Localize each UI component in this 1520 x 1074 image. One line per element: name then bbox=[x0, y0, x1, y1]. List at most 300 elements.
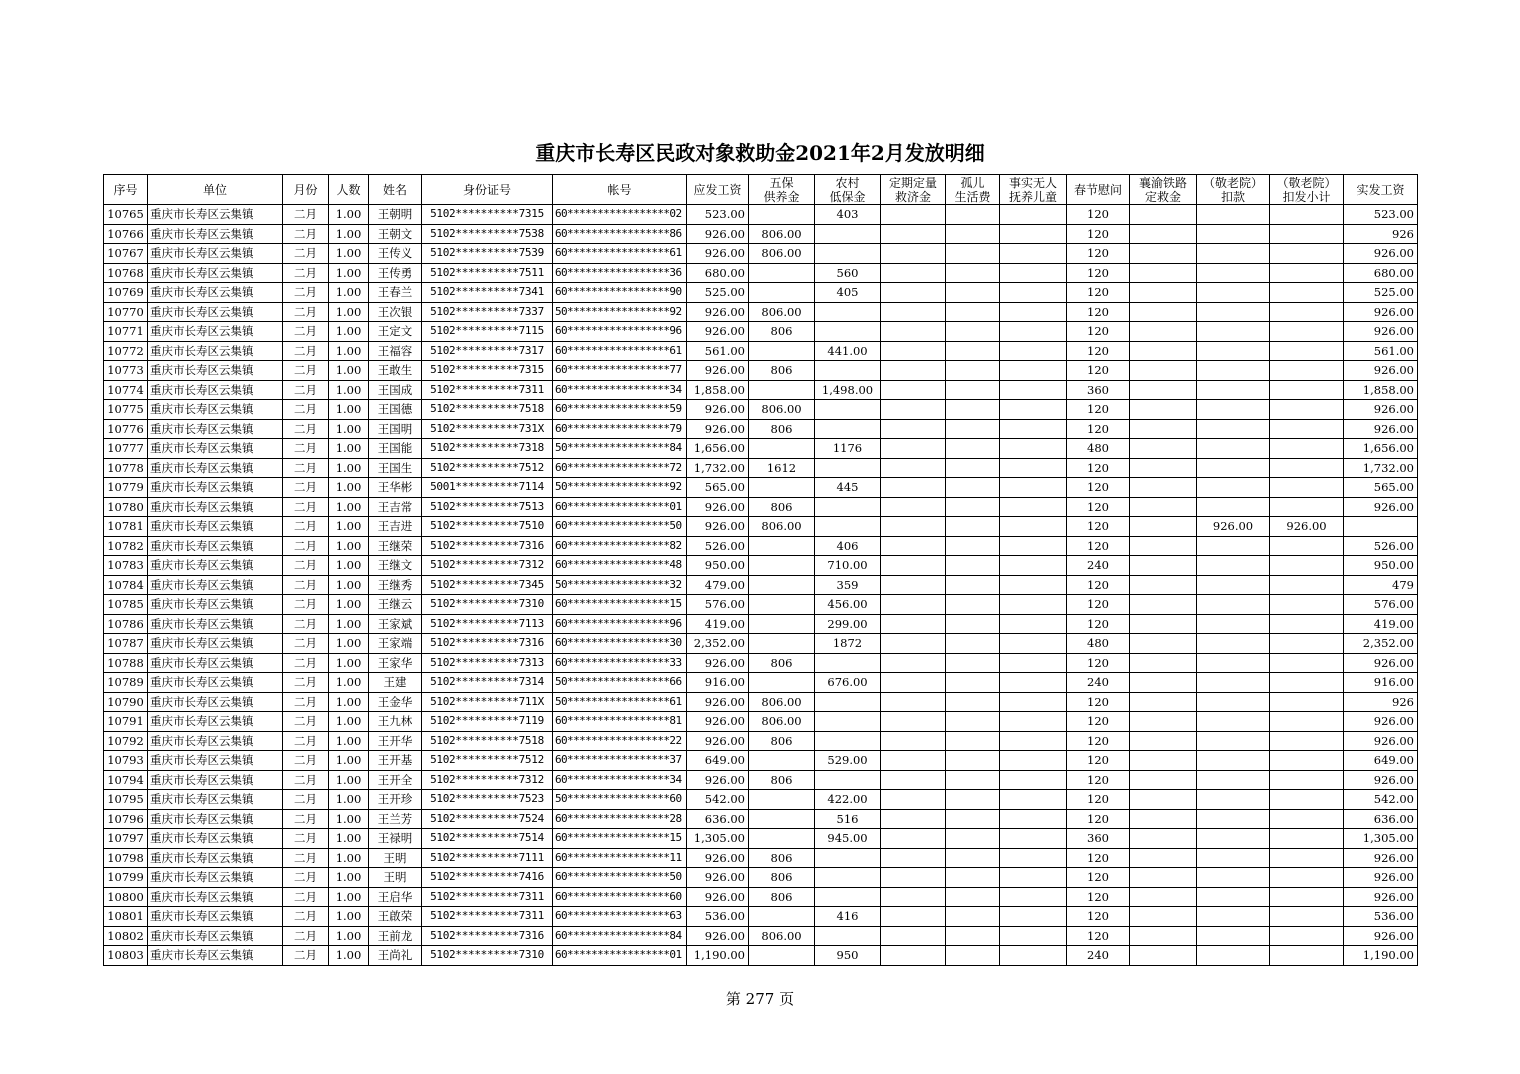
table-cell: 526.00 bbox=[687, 536, 749, 556]
table-cell: 5102**********7311 bbox=[422, 907, 553, 927]
table-row bbox=[104, 517, 1418, 537]
table-cell: 二月 bbox=[283, 809, 329, 829]
table-cell: 926.00 bbox=[1344, 731, 1418, 751]
table-cell bbox=[881, 536, 946, 556]
table-cell bbox=[1130, 283, 1197, 303]
table-row bbox=[104, 790, 1418, 810]
table-cell: 5102**********7318 bbox=[422, 439, 553, 459]
table-cell bbox=[946, 517, 1000, 537]
table-cell: 926.00 bbox=[1344, 302, 1418, 322]
table-cell: 5102**********7514 bbox=[422, 829, 553, 849]
table-row bbox=[104, 848, 1418, 868]
table-cell bbox=[1270, 263, 1344, 283]
table-cell: 926.00 bbox=[687, 926, 749, 946]
table-row bbox=[104, 868, 1418, 888]
table-cell: 重庆市长寿区云集镇 bbox=[148, 497, 283, 517]
table-cell: 240 bbox=[1067, 673, 1130, 693]
table-cell: 60*****************96 bbox=[553, 614, 687, 634]
table-cell: 120 bbox=[1067, 244, 1130, 264]
table-cell: 重庆市长寿区云集镇 bbox=[148, 907, 283, 927]
table-cell: 806.00 bbox=[749, 712, 815, 732]
table-cell bbox=[1000, 751, 1067, 771]
table-cell bbox=[1197, 439, 1270, 459]
table-cell bbox=[1270, 244, 1344, 264]
table-cell bbox=[1197, 868, 1270, 888]
table-cell: 542.00 bbox=[687, 790, 749, 810]
table-cell: 二月 bbox=[283, 380, 329, 400]
table-cell: 60*****************30 bbox=[553, 634, 687, 654]
table-cell: 529.00 bbox=[815, 751, 881, 771]
table-cell: 441.00 bbox=[815, 341, 881, 361]
table-cell bbox=[1197, 478, 1270, 498]
table-cell: 王家斌 bbox=[369, 614, 422, 634]
table-cell: 926.00 bbox=[687, 361, 749, 381]
table-cell bbox=[1270, 926, 1344, 946]
table-cell: 重庆市长寿区云集镇 bbox=[148, 400, 283, 420]
table-cell bbox=[881, 595, 946, 615]
table-cell: 王兰芳 bbox=[369, 809, 422, 829]
table-cell: 120 bbox=[1067, 224, 1130, 244]
table-cell: 5102**********7416 bbox=[422, 868, 553, 888]
table-cell: 806 bbox=[749, 497, 815, 517]
table-row bbox=[104, 400, 1418, 420]
table-cell bbox=[1130, 809, 1197, 829]
table-cell bbox=[1197, 380, 1270, 400]
table-cell: 561.00 bbox=[687, 341, 749, 361]
table-cell: 5102**********7341 bbox=[422, 283, 553, 303]
table-cell: 60*****************34 bbox=[553, 380, 687, 400]
table-cell bbox=[1270, 419, 1344, 439]
table-cell bbox=[881, 439, 946, 459]
table-cell bbox=[881, 283, 946, 303]
table-cell: 60*****************11 bbox=[553, 848, 687, 868]
table-cell: 王国德 bbox=[369, 400, 422, 420]
table-cell bbox=[1130, 400, 1197, 420]
table-row bbox=[104, 419, 1418, 439]
table-cell: 60*****************63 bbox=[553, 907, 687, 927]
table-cell bbox=[1000, 556, 1067, 576]
table-cell: 1.00 bbox=[329, 497, 369, 517]
table-cell bbox=[946, 439, 1000, 459]
table-cell: 王禄明 bbox=[369, 829, 422, 849]
table-cell: 5102**********7119 bbox=[422, 712, 553, 732]
table-cell: 60*****************34 bbox=[553, 770, 687, 790]
table-cell bbox=[1197, 712, 1270, 732]
table-cell: 806.00 bbox=[749, 244, 815, 264]
table-cell: 重庆市长寿区云集镇 bbox=[148, 361, 283, 381]
table-row bbox=[104, 302, 1418, 322]
table-cell bbox=[815, 731, 881, 751]
table-cell: 重庆市长寿区云集镇 bbox=[148, 244, 283, 264]
table-cell: 5102**********7317 bbox=[422, 341, 553, 361]
table-cell: 1.00 bbox=[329, 224, 369, 244]
table-cell bbox=[1270, 751, 1344, 771]
table-cell: 王定文 bbox=[369, 322, 422, 342]
table-cell bbox=[946, 478, 1000, 498]
table-cell bbox=[881, 907, 946, 927]
table-cell: 1.00 bbox=[329, 205, 369, 225]
table-cell: 1,305.00 bbox=[1344, 829, 1418, 849]
table-cell: 10772 bbox=[104, 341, 148, 361]
table-cell: 1.00 bbox=[329, 595, 369, 615]
table-cell: 60*****************86 bbox=[553, 224, 687, 244]
table-cell: 926.00 bbox=[1197, 517, 1270, 537]
table-cell: 1.00 bbox=[329, 322, 369, 342]
table-cell: 806 bbox=[749, 868, 815, 888]
table-cell bbox=[1197, 809, 1270, 829]
table-cell: 二月 bbox=[283, 595, 329, 615]
table-cell: 重庆市长寿区云集镇 bbox=[148, 575, 283, 595]
table-cell bbox=[1130, 419, 1197, 439]
column-header: 定期定量 救济金 bbox=[881, 175, 946, 205]
table-row bbox=[104, 536, 1418, 556]
table-cell: 5102**********7113 bbox=[422, 614, 553, 634]
table-cell: 10801 bbox=[104, 907, 148, 927]
table-cell: 526.00 bbox=[1344, 536, 1418, 556]
table-cell: 5102**********711X bbox=[422, 692, 553, 712]
column-header: （敬老院） 扣发小计 bbox=[1270, 175, 1344, 205]
table-cell bbox=[1000, 400, 1067, 420]
table-cell: 1.00 bbox=[329, 751, 369, 771]
table-cell bbox=[1130, 497, 1197, 517]
table-cell bbox=[1197, 224, 1270, 244]
table-cell: 二月 bbox=[283, 653, 329, 673]
table-cell: 1.00 bbox=[329, 263, 369, 283]
table-cell: 10782 bbox=[104, 536, 148, 556]
table-cell bbox=[1130, 575, 1197, 595]
table-cell bbox=[946, 829, 1000, 849]
table-cell: 二月 bbox=[283, 224, 329, 244]
table-row bbox=[104, 829, 1418, 849]
table-cell: 二月 bbox=[283, 770, 329, 790]
table-cell: 806 bbox=[749, 731, 815, 751]
table-cell: 60*****************50 bbox=[553, 868, 687, 888]
table-cell bbox=[749, 380, 815, 400]
table-cell bbox=[881, 673, 946, 693]
table-cell: 60*****************79 bbox=[553, 419, 687, 439]
table-cell bbox=[1130, 536, 1197, 556]
table-cell bbox=[1270, 809, 1344, 829]
table-cell: 王九林 bbox=[369, 712, 422, 732]
table-cell: 542.00 bbox=[1344, 790, 1418, 810]
table-cell: 二月 bbox=[283, 634, 329, 654]
table-cell: 5102**********7337 bbox=[422, 302, 553, 322]
table-cell: 916.00 bbox=[1344, 673, 1418, 693]
table-cell: 1.00 bbox=[329, 380, 369, 400]
table-cell: 561.00 bbox=[1344, 341, 1418, 361]
table-cell bbox=[1000, 712, 1067, 732]
column-header: 襄渝铁路 定救金 bbox=[1130, 175, 1197, 205]
table-cell: 1612 bbox=[749, 458, 815, 478]
table-cell: 950.00 bbox=[1344, 556, 1418, 576]
table-cell: 10791 bbox=[104, 712, 148, 732]
table-cell bbox=[881, 224, 946, 244]
table-cell: 重庆市长寿区云集镇 bbox=[148, 224, 283, 244]
table-cell: 525.00 bbox=[687, 283, 749, 303]
table-cell bbox=[1000, 478, 1067, 498]
table-cell: 5102**********7316 bbox=[422, 634, 553, 654]
table-cell: 王尚礼 bbox=[369, 946, 422, 966]
table-cell bbox=[1130, 380, 1197, 400]
table-cell bbox=[881, 634, 946, 654]
table-cell: 1,858.00 bbox=[1344, 380, 1418, 400]
table-row bbox=[104, 751, 1418, 771]
table-cell: 重庆市长寿区云集镇 bbox=[148, 634, 283, 654]
table-cell: 926.00 bbox=[687, 497, 749, 517]
table-cell bbox=[1270, 380, 1344, 400]
table-cell bbox=[1130, 829, 1197, 849]
table-cell: 10800 bbox=[104, 887, 148, 907]
table-cell: 1.00 bbox=[329, 848, 369, 868]
table-cell: 5102**********7345 bbox=[422, 575, 553, 595]
table-cell bbox=[1000, 692, 1067, 712]
table-cell: 10786 bbox=[104, 614, 148, 634]
table-cell bbox=[1130, 556, 1197, 576]
column-header: 身份证号 bbox=[422, 175, 553, 205]
table-cell bbox=[1000, 653, 1067, 673]
table-row bbox=[104, 907, 1418, 927]
table-cell bbox=[946, 751, 1000, 771]
table-cell: 二月 bbox=[283, 341, 329, 361]
table-cell: 120 bbox=[1067, 770, 1130, 790]
table-cell: 60*****************61 bbox=[553, 244, 687, 264]
table-cell: 480 bbox=[1067, 634, 1130, 654]
table-cell: 重庆市长寿区云集镇 bbox=[148, 458, 283, 478]
table-cell: 重庆市长寿区云集镇 bbox=[148, 887, 283, 907]
table-cell bbox=[1000, 926, 1067, 946]
table-cell bbox=[815, 712, 881, 732]
table-cell bbox=[1000, 848, 1067, 868]
table-row bbox=[104, 380, 1418, 400]
table-cell: 456.00 bbox=[815, 595, 881, 615]
table-cell bbox=[1197, 848, 1270, 868]
table-cell bbox=[749, 614, 815, 634]
table-cell: 50*****************61 bbox=[553, 692, 687, 712]
table-cell: 649.00 bbox=[687, 751, 749, 771]
table-cell bbox=[1270, 770, 1344, 790]
table-cell: 806 bbox=[749, 322, 815, 342]
table-cell bbox=[1197, 673, 1270, 693]
table-cell: 二月 bbox=[283, 205, 329, 225]
table-cell: 重庆市长寿区云集镇 bbox=[148, 848, 283, 868]
table-cell bbox=[1000, 634, 1067, 654]
table-cell: 926.00 bbox=[687, 653, 749, 673]
table-cell bbox=[881, 868, 946, 888]
table-row bbox=[104, 341, 1418, 361]
table-cell bbox=[749, 946, 815, 966]
table-cell bbox=[1197, 205, 1270, 225]
table-cell: 1.00 bbox=[329, 439, 369, 459]
table-cell: 680.00 bbox=[1344, 263, 1418, 283]
table-cell: 王开珍 bbox=[369, 790, 422, 810]
table-cell: 5102**********7511 bbox=[422, 263, 553, 283]
column-header: 农村 低保金 bbox=[815, 175, 881, 205]
table-cell bbox=[815, 497, 881, 517]
table-cell bbox=[1130, 731, 1197, 751]
table-cell: 1,498.00 bbox=[815, 380, 881, 400]
table-cell bbox=[1000, 595, 1067, 615]
table-cell bbox=[1000, 946, 1067, 966]
table-cell: 565.00 bbox=[687, 478, 749, 498]
table-cell: 重庆市长寿区云集镇 bbox=[148, 341, 283, 361]
table-cell bbox=[1197, 283, 1270, 303]
table-cell: 50*****************60 bbox=[553, 790, 687, 810]
table-cell bbox=[881, 322, 946, 342]
table-cell: 10766 bbox=[104, 224, 148, 244]
table-cell: 二月 bbox=[283, 907, 329, 927]
table-cell bbox=[946, 634, 1000, 654]
table-cell: 926.00 bbox=[1344, 887, 1418, 907]
table-cell bbox=[1197, 653, 1270, 673]
table-cell: 926.00 bbox=[1344, 361, 1418, 381]
table-cell: 10779 bbox=[104, 478, 148, 498]
table-cell: 1.00 bbox=[329, 790, 369, 810]
table-cell: 二月 bbox=[283, 946, 329, 966]
table-cell bbox=[1130, 946, 1197, 966]
table-cell: 120 bbox=[1067, 536, 1130, 556]
table-row bbox=[104, 361, 1418, 381]
table-cell bbox=[815, 517, 881, 537]
table-cell: 120 bbox=[1067, 400, 1130, 420]
column-header: （敬老院） 扣款 bbox=[1197, 175, 1270, 205]
table-cell bbox=[1000, 809, 1067, 829]
table-row bbox=[104, 478, 1418, 498]
table-cell: 926 bbox=[1344, 224, 1418, 244]
table-cell bbox=[1270, 595, 1344, 615]
table-cell: 926.00 bbox=[687, 731, 749, 751]
table-cell bbox=[1000, 302, 1067, 322]
table-cell bbox=[1270, 634, 1344, 654]
table-cell: 10784 bbox=[104, 575, 148, 595]
table-cell: 1.00 bbox=[329, 575, 369, 595]
table-cell bbox=[1130, 224, 1197, 244]
table-cell: 120 bbox=[1067, 887, 1130, 907]
table-cell bbox=[1270, 731, 1344, 751]
table-cell: 120 bbox=[1067, 809, 1130, 829]
table-cell: 120 bbox=[1067, 731, 1130, 751]
table-cell: 重庆市长寿区云集镇 bbox=[148, 751, 283, 771]
table-row bbox=[104, 770, 1418, 790]
table-cell: 1.00 bbox=[329, 809, 369, 829]
table-cell: 422.00 bbox=[815, 790, 881, 810]
table-cell: 重庆市长寿区云集镇 bbox=[148, 829, 283, 849]
table-row bbox=[104, 263, 1418, 283]
table-cell bbox=[1130, 673, 1197, 693]
table-cell: 60*****************60 bbox=[553, 887, 687, 907]
table-row bbox=[104, 497, 1418, 517]
table-cell: 120 bbox=[1067, 205, 1130, 225]
table-cell: 60*****************82 bbox=[553, 536, 687, 556]
table-cell: 10769 bbox=[104, 283, 148, 303]
table-cell: 926.00 bbox=[1344, 770, 1418, 790]
table-cell: 60*****************48 bbox=[553, 556, 687, 576]
table-cell bbox=[1000, 341, 1067, 361]
table-cell: 419.00 bbox=[1344, 614, 1418, 634]
table-cell bbox=[1000, 517, 1067, 537]
table-cell: 536.00 bbox=[1344, 907, 1418, 927]
table-cell bbox=[1000, 263, 1067, 283]
table-cell: 5102**********7315 bbox=[422, 361, 553, 381]
table-cell: 二月 bbox=[283, 517, 329, 537]
table-cell: 926.00 bbox=[1344, 400, 1418, 420]
table-cell: 636.00 bbox=[687, 809, 749, 829]
table-cell: 1.00 bbox=[329, 770, 369, 790]
table-cell: 926.00 bbox=[687, 322, 749, 342]
table-cell: 50*****************92 bbox=[553, 302, 687, 322]
table-cell: 10788 bbox=[104, 653, 148, 673]
table-cell bbox=[1000, 283, 1067, 303]
table-cell: 926.00 bbox=[1344, 868, 1418, 888]
table-cell bbox=[1000, 868, 1067, 888]
page-number: 第 277 页 bbox=[725, 990, 795, 1008]
relief-payment-table bbox=[103, 174, 1418, 966]
table-cell: 1,732.00 bbox=[1344, 458, 1418, 478]
table-cell bbox=[1270, 458, 1344, 478]
table-cell bbox=[1270, 224, 1344, 244]
table-cell: 5102**********7312 bbox=[422, 770, 553, 790]
table-cell: 5102**********7518 bbox=[422, 400, 553, 420]
table-cell: 60*****************15 bbox=[553, 595, 687, 615]
table-cell: 二月 bbox=[283, 751, 329, 771]
table-cell: 926.00 bbox=[1270, 517, 1344, 537]
table-cell bbox=[881, 400, 946, 420]
table-cell: 120 bbox=[1067, 302, 1130, 322]
table-cell bbox=[1130, 205, 1197, 225]
table-cell bbox=[1130, 692, 1197, 712]
table-cell: 60*****************01 bbox=[553, 497, 687, 517]
table-cell bbox=[946, 263, 1000, 283]
table-cell bbox=[1197, 419, 1270, 439]
table-cell: 王继秀 bbox=[369, 575, 422, 595]
table-cell bbox=[1000, 224, 1067, 244]
table-cell bbox=[1270, 673, 1344, 693]
table-cell: 1.00 bbox=[329, 478, 369, 498]
table-cell bbox=[1270, 556, 1344, 576]
table-cell: 王吉进 bbox=[369, 517, 422, 537]
table-cell: 二月 bbox=[283, 419, 329, 439]
table-cell bbox=[815, 302, 881, 322]
table-cell: 王前龙 bbox=[369, 926, 422, 946]
table-cell bbox=[881, 575, 946, 595]
table-cell: 5102**********7315 bbox=[422, 205, 553, 225]
table-cell: 479 bbox=[1344, 575, 1418, 595]
table-cell bbox=[881, 361, 946, 381]
table-row bbox=[104, 575, 1418, 595]
table-cell: 480 bbox=[1067, 439, 1130, 459]
table-cell: 重庆市长寿区云集镇 bbox=[148, 809, 283, 829]
table-cell: 王敢生 bbox=[369, 361, 422, 381]
table-cell: 120 bbox=[1067, 478, 1130, 498]
table-cell: 405 bbox=[815, 283, 881, 303]
table-cell bbox=[946, 322, 1000, 342]
table-cell bbox=[1197, 556, 1270, 576]
table-cell bbox=[881, 751, 946, 771]
table-cell: 60*****************28 bbox=[553, 809, 687, 829]
table-cell bbox=[1270, 205, 1344, 225]
table-cell bbox=[1130, 361, 1197, 381]
table-cell bbox=[1270, 361, 1344, 381]
table-cell bbox=[1270, 497, 1344, 517]
table-cell: 10767 bbox=[104, 244, 148, 264]
table-cell bbox=[749, 829, 815, 849]
table-cell: 5102**********7518 bbox=[422, 731, 553, 751]
table-cell bbox=[881, 263, 946, 283]
column-header: 姓名 bbox=[369, 175, 422, 205]
table-cell: 806.00 bbox=[749, 400, 815, 420]
table-cell: 10771 bbox=[104, 322, 148, 342]
table-cell: 1,732.00 bbox=[687, 458, 749, 478]
table-cell: 10781 bbox=[104, 517, 148, 537]
